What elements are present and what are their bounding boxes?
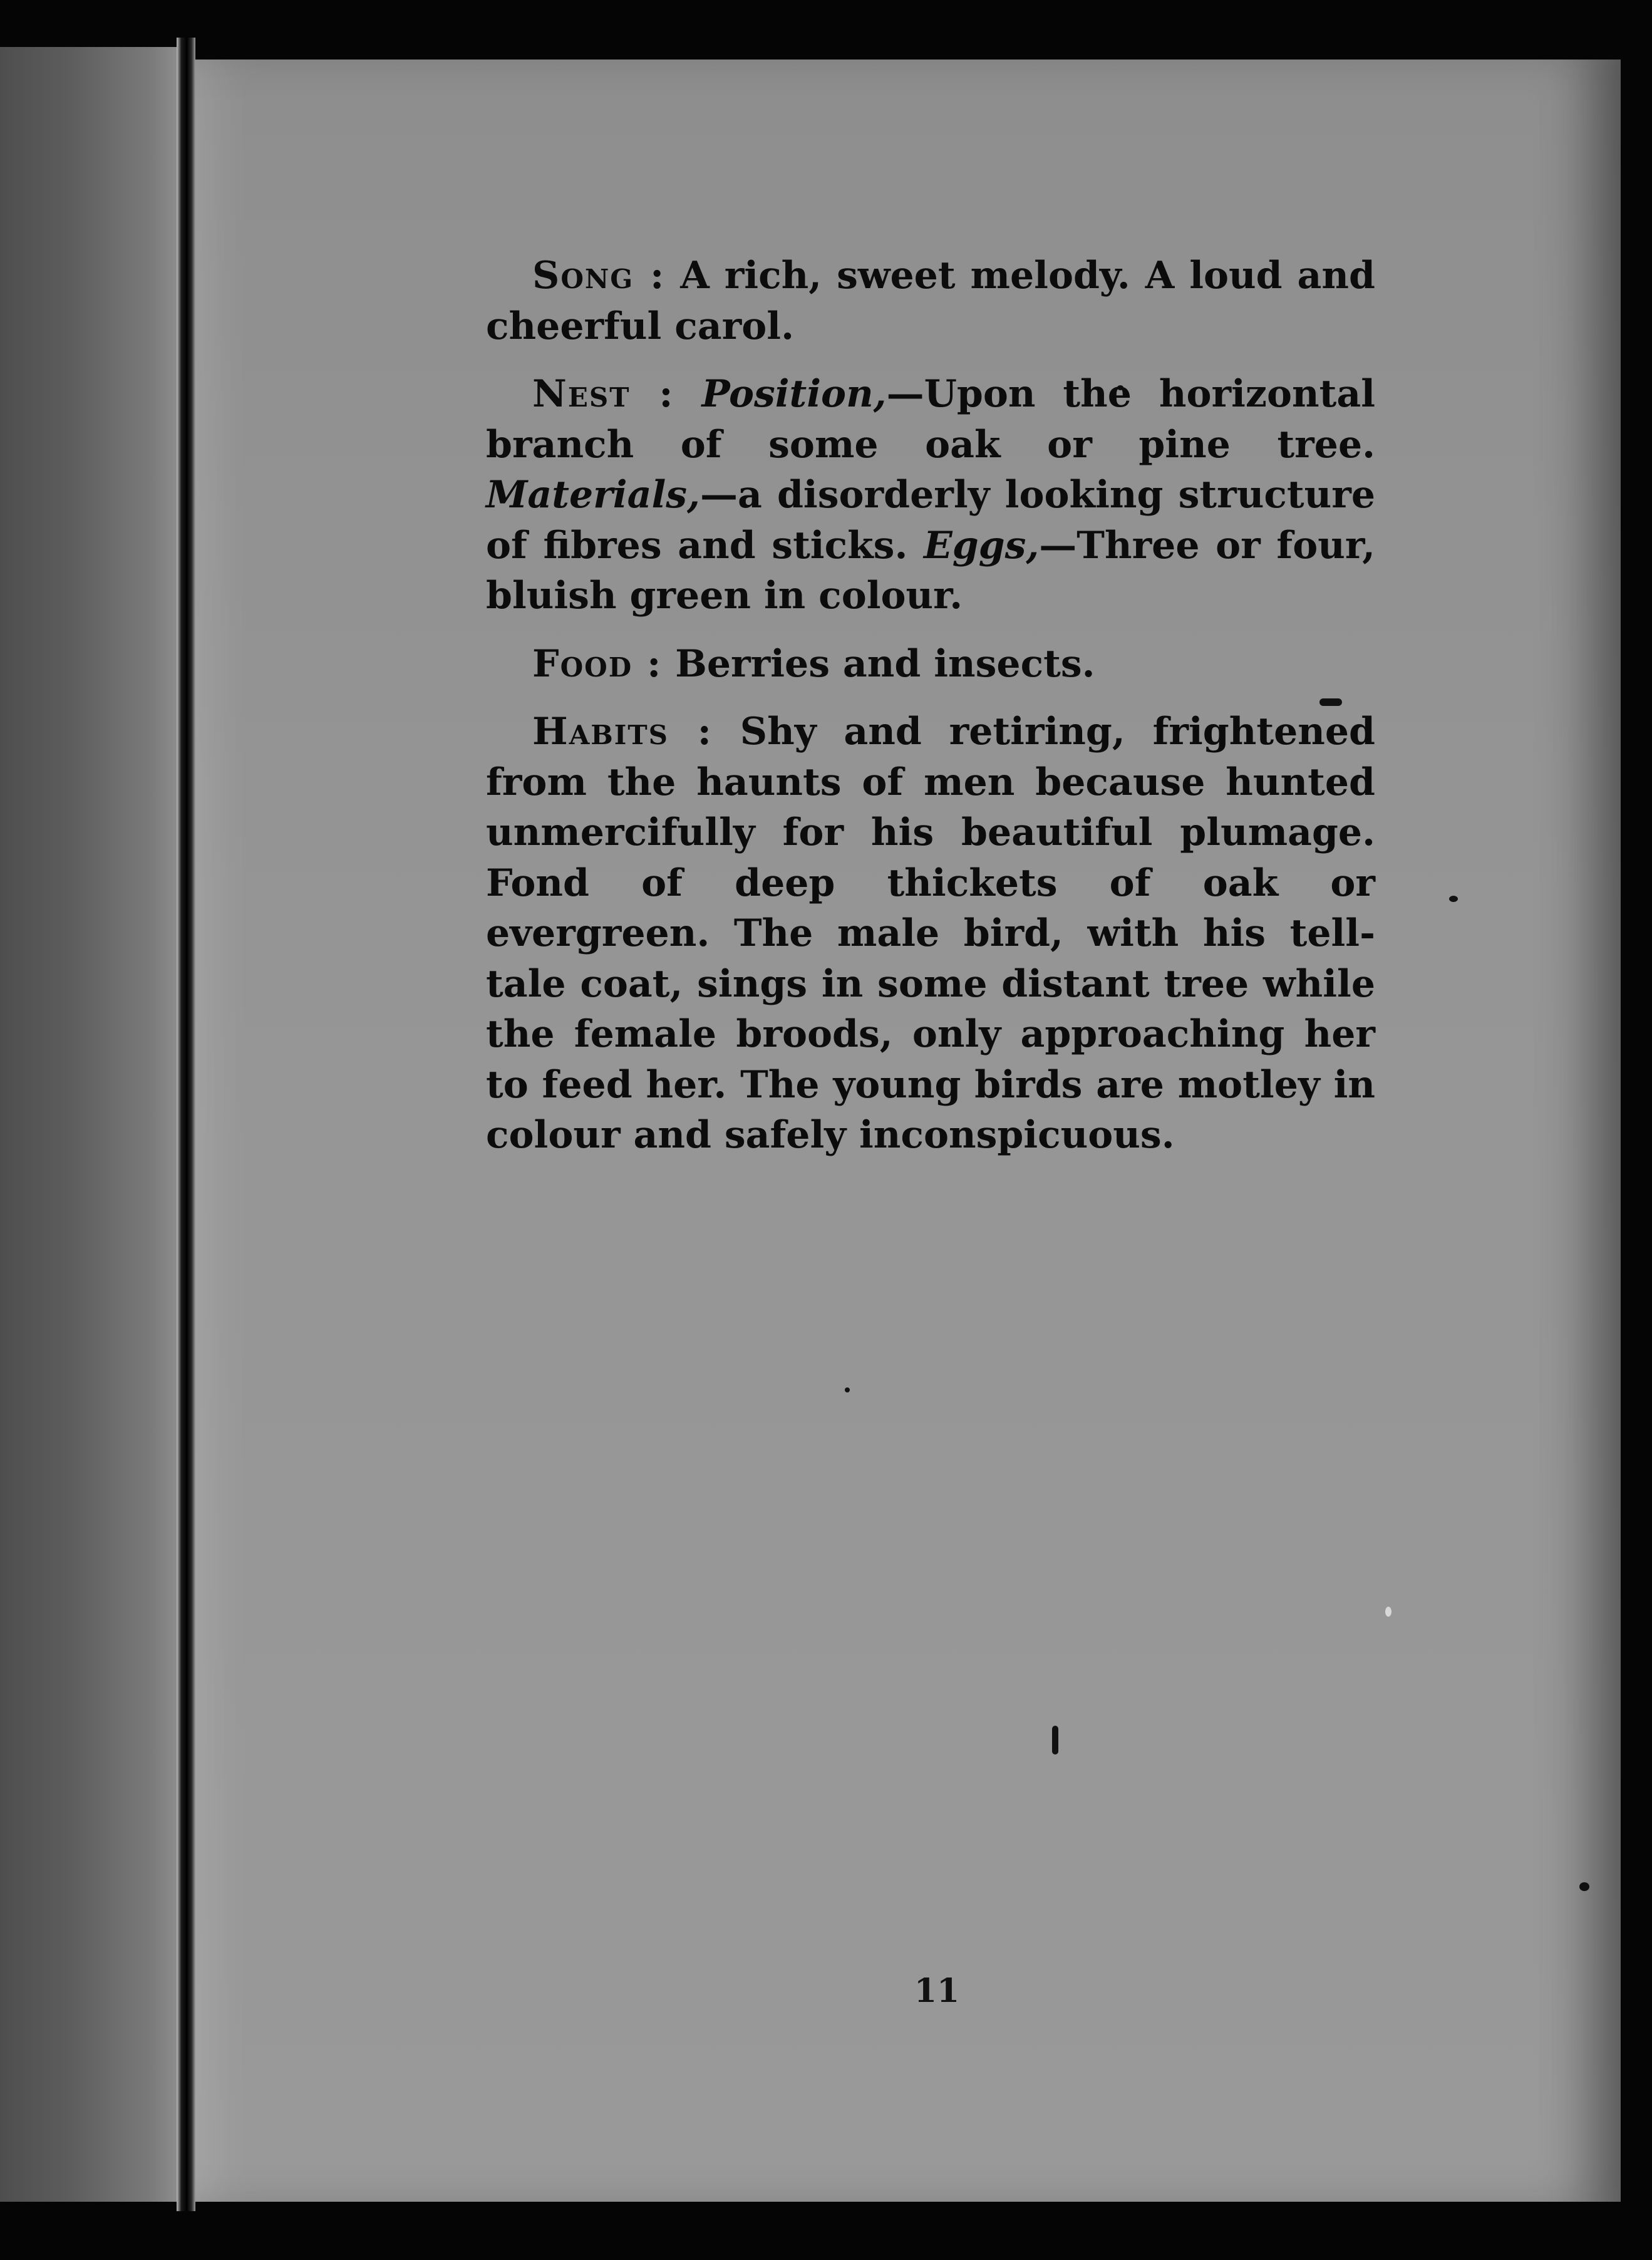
song-label: Song :	[532, 254, 666, 298]
paper-speck	[1052, 1726, 1058, 1755]
nest-paragraph	[486, 369, 1375, 621]
nest-eggs-label: Eggs,	[923, 523, 1040, 568]
paper-speck	[1579, 1882, 1589, 1891]
paper-speck	[1385, 1607, 1391, 1617]
nest-position-text: —Upon the horizontal branch of some oak or pine tree.	[486, 372, 1375, 467]
body-text	[486, 251, 1375, 1178]
page-number: 11	[914, 1972, 960, 2010]
nest-eggs-text: —Three or four, bluish green in colour.	[486, 523, 1375, 618]
facing-page-edge	[0, 47, 177, 2202]
food-text: Berries and insects.	[662, 641, 1095, 686]
song-paragraph	[486, 251, 1375, 351]
food-paragraph	[486, 639, 1375, 690]
habits-paragraph	[486, 707, 1375, 1161]
food-label: Food :	[532, 641, 663, 686]
nest-materials-text: —a disorderly looking structure of fibres and sticks.	[486, 473, 1375, 568]
paper-speck	[1449, 896, 1458, 902]
habits-text: Shy and retiring, frightened from the haunts of men because hunted unmercifully for his beautiful plumage. Fond of deep thickets of oak or evergreen. The male bird, with his tell-tale coat, sings in some distant tree while the female broods, only approaching her to feed her. The young birds are motley in colour and safely inconspicuous.	[486, 710, 1375, 1157]
nest-position-label: Position,	[701, 372, 887, 416]
paper-speck	[845, 1387, 850, 1392]
book-gutter	[177, 38, 195, 2211]
habits-label: Habits :	[532, 710, 713, 754]
nest-label: Nest :	[532, 372, 674, 416]
nest-materials-label: Materials,	[486, 473, 700, 517]
song-text: A rich, sweet melody. A loud and cheerful carol.	[486, 254, 1375, 348]
